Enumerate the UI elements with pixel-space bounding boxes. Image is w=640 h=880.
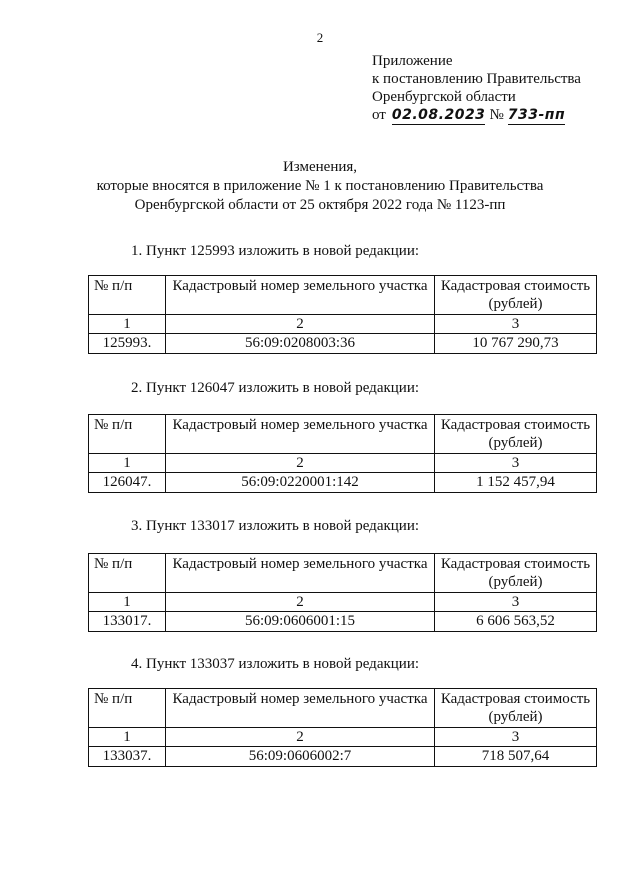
row-number: 126047. <box>89 473 166 493</box>
column-number-3: 3 <box>435 593 597 612</box>
header-col-cadastral: Кадастровый номер земельного участка <box>166 276 435 315</box>
table-row <box>89 612 597 632</box>
cadastral-value: 6 606 563,52 <box>435 612 597 632</box>
column-number-2: 2 <box>166 454 435 473</box>
column-number-3: 3 <box>435 728 597 747</box>
column-number-row <box>89 454 597 473</box>
header-col-cadastral: Кадастровый номер земельного участка <box>166 415 435 454</box>
header-col-value: Кадастровая стоимость (рублей) <box>435 689 597 728</box>
column-number-3: 3 <box>435 454 597 473</box>
column-number-1: 1 <box>89 454 166 473</box>
cadastral-table <box>88 275 597 354</box>
appendix-title: Приложение <box>372 53 453 69</box>
header-col-number: № п/п <box>89 554 166 593</box>
table-header-row <box>89 415 597 454</box>
header-col-value: Кадастровая стоимость (рублей) <box>435 554 597 593</box>
header-col-value: Кадастровая стоимость (рублей) <box>435 415 597 454</box>
appendix-line-2: к постановлению Правительства <box>372 71 581 87</box>
column-number-row <box>89 593 597 612</box>
cadastral-table <box>88 553 597 632</box>
handwritten-number: 733-пп <box>507 107 566 123</box>
cadastral-number: 56:09:0606002:7 <box>166 747 435 767</box>
header-col-number: № п/п <box>89 689 166 728</box>
header-col-number: № п/п <box>89 276 166 315</box>
cadastral-value: 718 507,64 <box>435 747 597 767</box>
appendix-line-3: Оренбургской области <box>372 89 516 105</box>
table-row <box>89 334 597 354</box>
table-row <box>89 473 597 493</box>
item-title: 4. Пункт 133037 изложить в новой редакции: <box>131 656 420 672</box>
heading-line-3: Оренбургской области от 25 октября 2022 года № 1123-пп <box>134 197 506 213</box>
appendix-date-line <box>372 106 581 125</box>
column-number-row <box>89 315 597 334</box>
row-number: 133017. <box>89 612 166 632</box>
table-header-row <box>89 276 597 315</box>
column-number-2: 2 <box>166 728 435 747</box>
cadastral-number: 56:09:0606001:15 <box>166 612 435 632</box>
document-heading <box>0 158 640 215</box>
heading-line-2: которые вносятся в приложение № 1 к постановлению Правительства <box>96 178 544 194</box>
column-number-1: 1 <box>89 728 166 747</box>
item-title: 1. Пункт 125993 изложить в новой редакции: <box>131 243 420 259</box>
column-number-3: 3 <box>435 315 597 334</box>
header-col-cadastral: Кадастровый номер земельного участка <box>166 554 435 593</box>
table-row <box>89 747 597 767</box>
cadastral-table <box>88 688 597 767</box>
table-header-row <box>89 554 597 593</box>
number-label: № <box>489 107 504 123</box>
column-number-1: 1 <box>89 593 166 612</box>
item-title: 3. Пункт 133017 изложить в новой редакции: <box>131 518 420 534</box>
column-number-1: 1 <box>89 315 166 334</box>
cadastral-number: 56:09:0220001:142 <box>166 473 435 493</box>
from-label: от <box>372 107 386 123</box>
item-title: 2. Пункт 126047 изложить в новой редакции: <box>131 380 420 396</box>
cadastral-number: 56:09:0208003:36 <box>166 334 435 354</box>
cadastral-value: 10 767 290,73 <box>435 334 597 354</box>
cadastral-value: 1 152 457,94 <box>435 473 597 493</box>
column-number-row <box>89 728 597 747</box>
heading-title: Изменения, <box>282 159 358 175</box>
row-number: 125993. <box>89 334 166 354</box>
cadastral-table <box>88 414 597 493</box>
header-col-value: Кадастровая стоимость (рублей) <box>435 276 597 315</box>
appendix-block <box>372 52 581 125</box>
column-number-2: 2 <box>166 593 435 612</box>
column-number-2: 2 <box>166 315 435 334</box>
header-col-number: № п/п <box>89 415 166 454</box>
handwritten-date: 02.08.2023 <box>391 107 486 123</box>
header-col-cadastral: Кадастровый номер земельного участка <box>166 689 435 728</box>
row-number: 133037. <box>89 747 166 767</box>
table-header-row <box>89 689 597 728</box>
page-number: 2 <box>316 30 324 45</box>
